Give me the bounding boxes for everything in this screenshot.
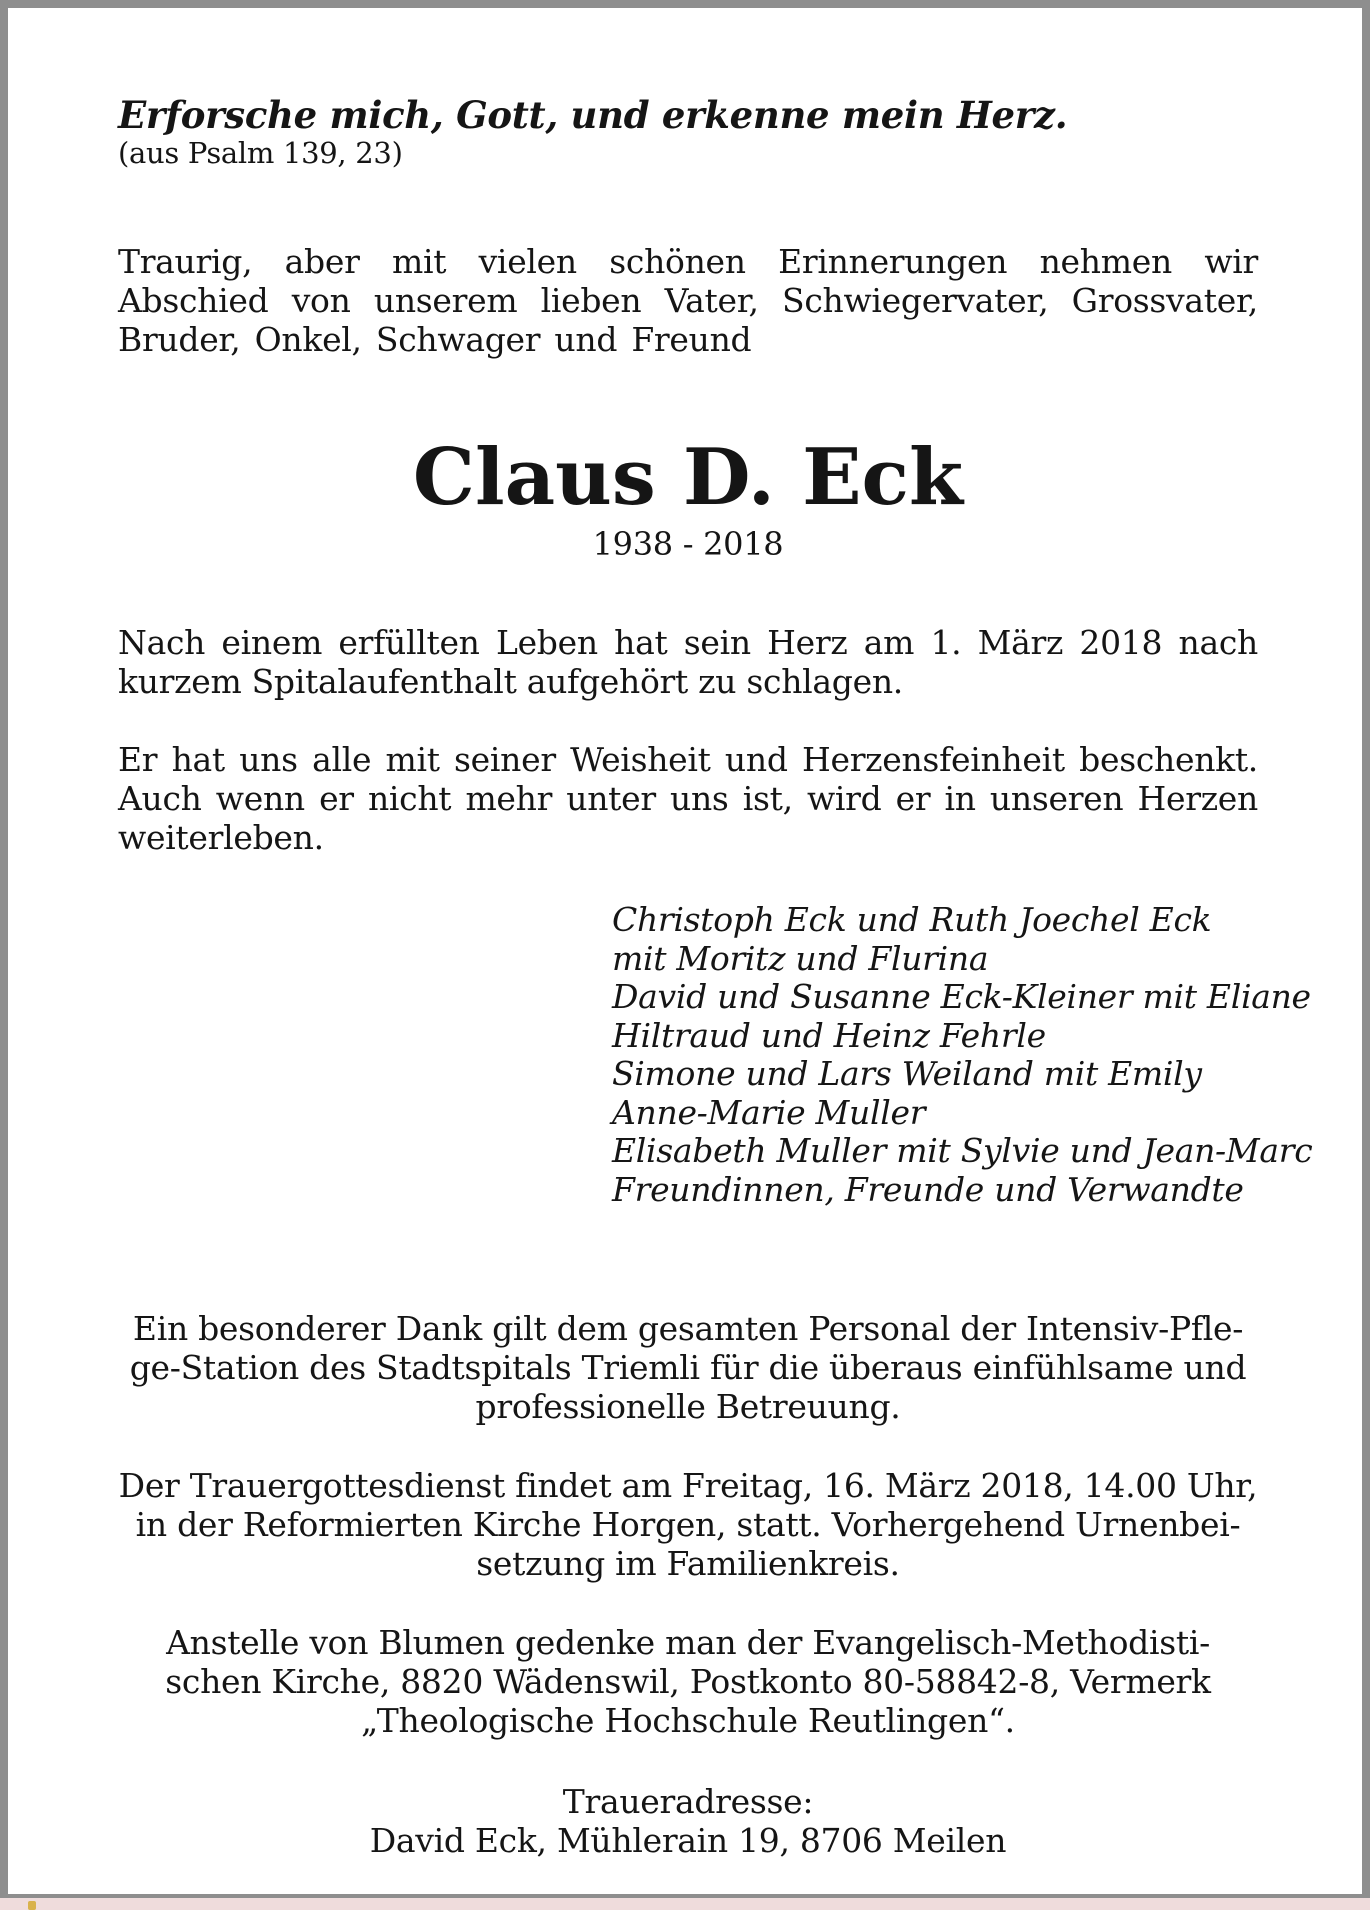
mourner-line: Freundinnen, Freunde und Verwandte <box>612 1169 1244 1209</box>
service-line: setzung im Familienkreis. <box>476 1544 900 1583</box>
donation-line: schen Kirche, 8820 Wädenswil, Postkonto 80-58842-8, Vermerk <box>165 1662 1211 1701</box>
motto-verse: Erforsche mich, Gott, und erkenne mein Herz. <box>118 93 1068 137</box>
service-line: in der Reformierten Kirche Horgen, statt. Vorhergehend Urnenbei- <box>135 1505 1241 1544</box>
thanks-line: ge-Station des Stadtspitals Triemli für die überaus einfühlsame und <box>129 1348 1247 1387</box>
obituary-content <box>118 93 1313 1860</box>
mourner-line: Christoph Eck und Ruth Joechel Eck <box>612 900 1212 939</box>
thanks-line: professionelle Betreuung. <box>475 1387 901 1426</box>
bottom-status-strip <box>0 1898 1370 1910</box>
thanks-block <box>118 1309 1258 1426</box>
mourners-list <box>612 900 1313 1209</box>
intro-text: Traurig, aber mit vielen schönen Erinnerungen nehmen wir Abschied von unserem lieben Vater, Schwiegervater, Grossvater, Bruder, Onkel, Schwager und Freund <box>118 242 1258 359</box>
service-block <box>118 1466 1258 1583</box>
mourner-line: Elisabeth Muller mit Sylvie und Jean-Marc <box>612 1131 1313 1170</box>
donation-line: Anstelle von Blumen gedenke man der Evangelisch-Methodisti- <box>166 1623 1210 1662</box>
paragraph-remembrance: Er hat uns alle mit seiner Weisheit und Herzensfeinheit beschenkt. Auch wenn er nicht mehr unter uns ist, wird er in unseren Herzen weiterleben. <box>118 740 1258 857</box>
address-label: Traueradresse: <box>562 1782 814 1821</box>
address-value: David Eck, Mühlerain 19, 8706 Meilen <box>369 1821 1007 1860</box>
thanks-line: Ein besonderer Dank gilt dem gesamten Personal der Intensiv-Pfle- <box>132 1309 1244 1348</box>
donation-block <box>118 1623 1258 1740</box>
address-block <box>118 1782 1258 1860</box>
service-line: Der Trauergottesdienst findet am Freitag, 16. März 2018, 14.00 Uhr, <box>118 1466 1258 1505</box>
motto-source: (aus Psalm 139, 23) <box>118 136 403 170</box>
document-page <box>8 8 1362 1894</box>
mourner-line: David und Susanne Eck-Kleiner mit Eliane <box>612 977 1311 1016</box>
deceased-years: 1938 - 2018 <box>592 525 784 563</box>
deceased-name: Claus D. Eck <box>412 432 964 523</box>
donation-line: „Theologische Hochschule Reutlingen“. <box>361 1701 1015 1740</box>
mourner-line: Hiltraud und Heinz Fehrle <box>612 1015 1046 1055</box>
corner-marker-icon <box>28 1901 36 1910</box>
mourner-line: Anne-Marie Muller <box>612 1092 926 1132</box>
mourner-line: mit Moritz und Flurina <box>612 938 989 978</box>
paragraph-passing: Nach einem erfüllten Leben hat sein Herz am 1. März 2018 nach kurzem Spitalaufenthalt aufgehört zu schlagen. <box>118 623 1258 701</box>
mourner-line: Simone und Lars Weiland mit Emily <box>612 1054 1202 1093</box>
